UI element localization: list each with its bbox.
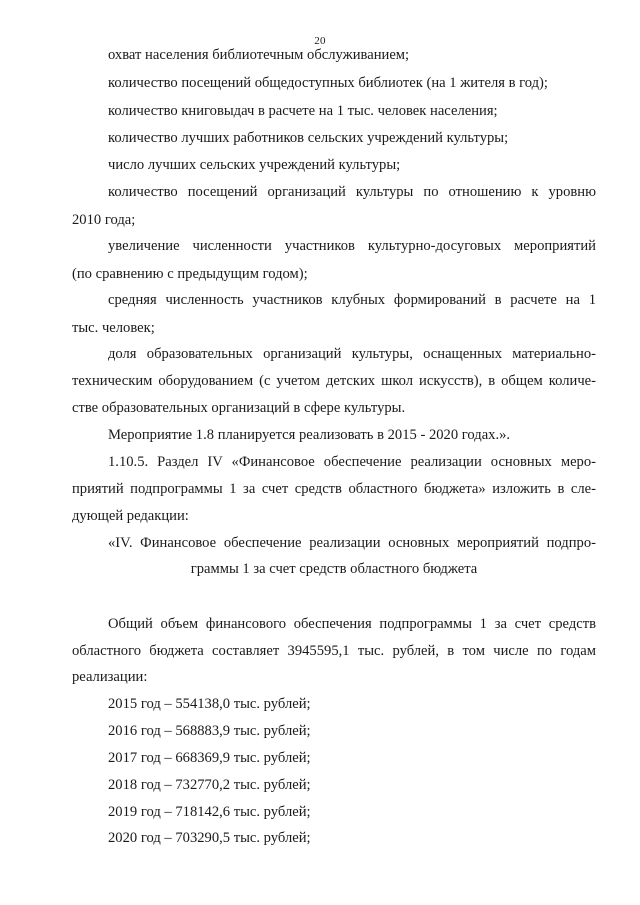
list-item: 2019 год – 718142,6 тыс. рублей;: [108, 804, 311, 820]
text-line: 2010 года;: [72, 212, 136, 228]
text-line: (по сравнению с предыдущим годом);: [72, 266, 308, 282]
text-line: 1.10.5. Раздел IV «Финансовое обеспечение реализации основных меро-: [108, 454, 596, 470]
list-item: 2015 год – 554138,0 тыс. рублей;: [108, 696, 311, 712]
text-line: областного бюджета составляет 3945595,1 тыс. рублей, в том числе по годам: [72, 643, 596, 659]
text-line: техническим оборудованием (с учетом детских школ искусств), в общем количе-: [72, 373, 596, 389]
text-line: тыс. человек;: [72, 320, 155, 336]
text-line: стве образовательных организаций в сфере культуры.: [72, 400, 406, 416]
text-line: количество книговыдач в расчете на 1 тыс. человек населения;: [108, 103, 498, 119]
text-line: количество лучших работников сельских учреждений культуры;: [108, 130, 509, 146]
section-heading: «IV. Финансовое обеспечение реализации основных мероприятий подпро-: [108, 535, 596, 551]
text-line: охват населения библиотечным обслуживанием;: [108, 47, 410, 63]
list-item: 2018 год – 732770,2 тыс. рублей;: [108, 777, 311, 793]
text-line: Мероприятие 1.8 планируется реализовать в 2015 - 2020 годах.».: [108, 427, 511, 443]
list-item: 2020 год – 703290,5 тыс. рублей;: [108, 830, 311, 846]
list-item: 2017 год – 668369,9 тыс. рублей;: [108, 750, 311, 766]
text-line: дующей редакции:: [72, 508, 189, 524]
text-line: доля образовательных организаций культуры, оснащенных материально-: [108, 346, 596, 362]
page-number: 20: [314, 35, 326, 47]
text-line: количество посещений общедоступных библиотек (на 1 жителя в год);: [108, 75, 548, 91]
text-line: реализации:: [72, 669, 148, 685]
text-line: Общий объем финансового обеспечения подпрограммы 1 за счет средств: [108, 616, 596, 632]
text-line: количество посещений организаций культуры по отношению к уровню: [108, 184, 596, 200]
text-line: средняя численность участников клубных формирований в расчете на 1: [108, 292, 596, 308]
text-line: приятий подпрограммы 1 за счет средств областного бюджета» изложить в сле-: [72, 481, 596, 497]
list-item: 2016 год – 568883,9 тыс. рублей;: [108, 723, 311, 739]
text-line: увеличение численности участников культурно-досуговых мероприятий: [108, 238, 596, 254]
section-heading: граммы 1 за счет средств областного бюджета: [190, 561, 478, 577]
text-line: число лучших сельских учреждений культуры;: [108, 157, 401, 173]
